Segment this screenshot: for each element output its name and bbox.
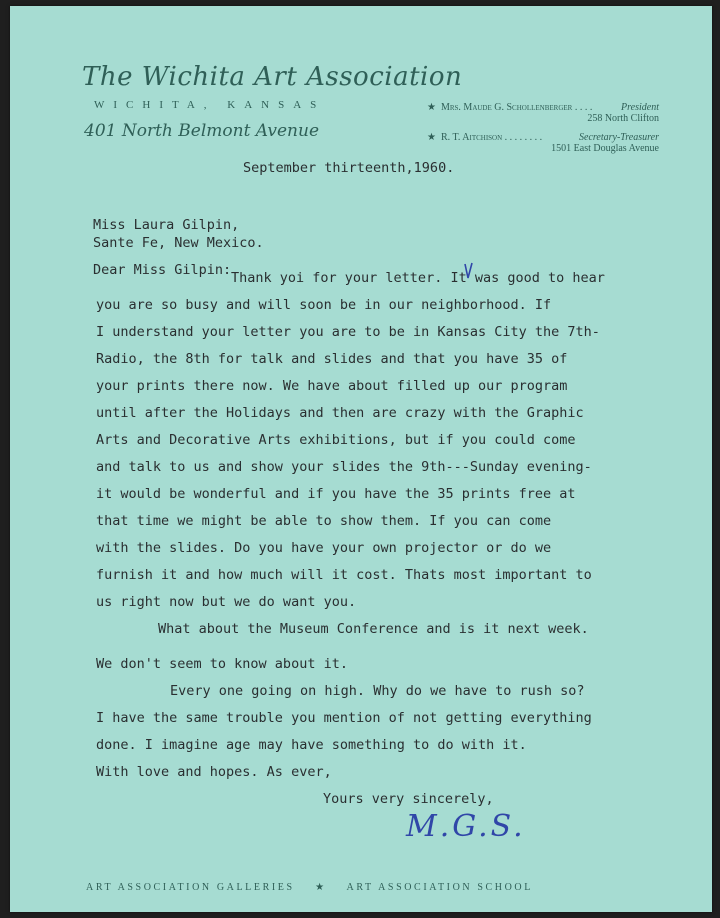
body-line: I understand your letter you are to be in Kansas City the 7th- <box>96 324 600 340</box>
letterhead-city: WICHITA, KANSAS <box>94 99 326 111</box>
body-line: and talk to us and show your slides the 9th---Sunday evening- <box>96 459 592 475</box>
star-icon: ★ <box>427 132 436 143</box>
officer-role: Secretary-Treasurer <box>579 132 659 143</box>
officer-name: Mrs. Maude G. Schollenberger <box>440 102 573 113</box>
body-line: with the slides. Do you have your own projector or do we <box>96 540 552 556</box>
officer-name: R. T. Aitchison <box>440 132 503 143</box>
officer-president <box>427 102 659 124</box>
body-line: us right now but we do want you. <box>96 594 357 610</box>
body-line: What about the Museum Conference and is it next week. <box>158 621 589 637</box>
body-line: I have the same trouble you mention of not getting everything <box>96 710 592 726</box>
recipient-name: Miss Laura Gilpin, <box>93 217 240 233</box>
footer-school: ART ASSOCIATION SCHOOL <box>346 882 533 893</box>
signature: M.G.S. <box>406 809 526 844</box>
recipient-address: Sante Fe, New Mexico. <box>93 235 264 251</box>
star-icon: ★ <box>427 102 436 113</box>
letter-sheet <box>10 6 712 912</box>
body-line: that time we might be able to show them. If you can come <box>96 513 552 529</box>
letterhead-title: The Wichita Art Association <box>82 62 463 92</box>
ink-correction-mark <box>463 262 473 280</box>
body-line: your prints there now. We have about filled up our program <box>96 378 568 394</box>
body-line: furnish it and how much will it cost. Thats most important to <box>96 567 592 583</box>
body-line: until after the Holidays and then are crazy with the Graphic <box>96 405 584 421</box>
officer-address: 1501 East Douglas Avenue <box>551 143 659 154</box>
salutation: Dear Miss Gilpin: <box>93 262 232 278</box>
body-line: you are so busy and will soon be in our neighborhood. If <box>96 297 552 313</box>
star-icon: ★ <box>315 882 327 893</box>
body-line: We don't seem to know about it. <box>96 656 348 672</box>
footer <box>86 882 533 893</box>
body-line: done. I imagine age may have something to do with it. <box>96 737 527 753</box>
body-line: Thank yoi for your letter. It was good to hear <box>231 270 605 286</box>
body-line: it would be wonderful and if you have the 35 prints free at <box>96 486 576 502</box>
letterhead-address: 401 North Belmont Avenue <box>84 121 320 141</box>
officer-address: 258 North Clifton <box>587 113 659 124</box>
officer-dots: . . . . . . . . <box>502 132 543 143</box>
footer-galleries: ART ASSOCIATION GALLERIES <box>86 882 295 893</box>
letter-date: September thirteenth,1960. <box>243 160 455 176</box>
officer-secretary-treasurer <box>427 132 659 154</box>
closing: Yours very sincerely, <box>323 791 494 807</box>
officer-role: President <box>621 102 659 113</box>
body-line: Radio, the 8th for talk and slides and that you have 35 of <box>96 351 568 367</box>
body-line: With love and hopes. As ever, <box>96 764 332 780</box>
body-line: Every one going on high. Why do we have to rush so? <box>170 683 585 699</box>
body-line: Arts and Decorative Arts exhibitions, but if you could come <box>96 432 576 448</box>
officer-dots: . . . . <box>572 102 593 113</box>
